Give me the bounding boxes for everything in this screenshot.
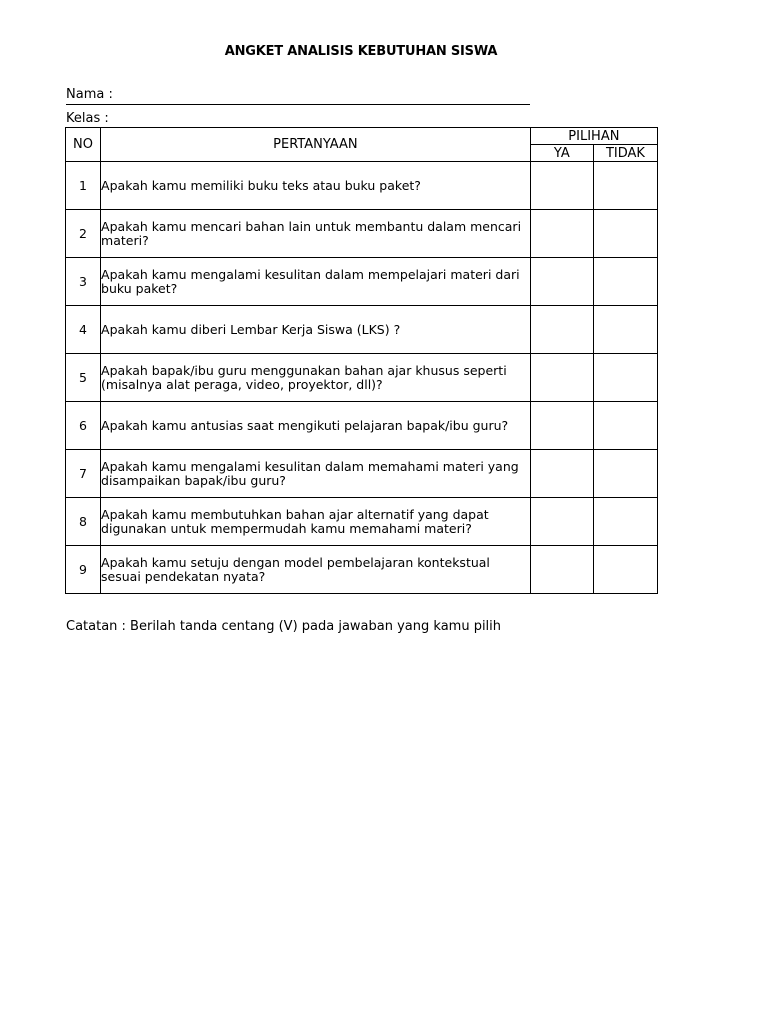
ya-checkbox-cell[interactable] xyxy=(530,450,593,498)
tidak-checkbox-cell[interactable] xyxy=(593,498,657,546)
table-row xyxy=(66,450,658,498)
row-number: 2 xyxy=(66,210,101,258)
table-row xyxy=(66,498,658,546)
ya-checkbox-cell[interactable] xyxy=(530,354,593,402)
table-row xyxy=(66,210,658,258)
header-no: NO xyxy=(66,128,101,162)
row-number: 7 xyxy=(66,450,101,498)
table-row xyxy=(66,546,658,594)
table-row xyxy=(66,354,658,402)
tidak-checkbox-cell[interactable] xyxy=(593,354,657,402)
header-pilihan: PILIHAN xyxy=(530,128,657,145)
ya-checkbox-cell[interactable] xyxy=(530,306,593,354)
row-question: Apakah bapak/ibu guru menggunakan bahan ajar khusus seperti (misalnya alat peraga, video, proyektor, dll)? xyxy=(101,354,531,402)
tidak-checkbox-cell[interactable] xyxy=(593,306,657,354)
questionnaire-table xyxy=(65,127,658,594)
instruction-note: Catatan : Berilah tanda centang (V) pada jawaban yang kamu pilih xyxy=(66,619,502,634)
header-tidak: TIDAK xyxy=(593,145,657,162)
ya-checkbox-cell[interactable] xyxy=(530,546,593,594)
row-number: 3 xyxy=(66,258,101,306)
row-question: Apakah kamu membutuhkan bahan ajar alternatif yang dapat digunakan untuk mempermudah kamu memahami materi? xyxy=(101,498,531,546)
row-number: 1 xyxy=(66,162,101,210)
table-row xyxy=(66,306,658,354)
row-question: Apakah kamu mengalami kesulitan dalam memahami materi yang disampaikan bapak/ibu guru? xyxy=(101,450,531,498)
row-number: 8 xyxy=(66,498,101,546)
tidak-checkbox-cell[interactable] xyxy=(593,402,657,450)
row-question: Apakah kamu memiliki buku teks atau buku paket? xyxy=(101,162,531,210)
row-number: 6 xyxy=(66,402,101,450)
header-ya: YA xyxy=(530,145,593,162)
ya-checkbox-cell[interactable] xyxy=(530,258,593,306)
row-number: 9 xyxy=(66,546,101,594)
header-pertanyaan: PERTANYAAN xyxy=(101,128,531,162)
ya-checkbox-cell[interactable] xyxy=(530,162,593,210)
nama-answer-line[interactable] xyxy=(66,104,530,105)
tidak-checkbox-cell[interactable] xyxy=(593,210,657,258)
tidak-checkbox-cell[interactable] xyxy=(593,450,657,498)
row-question: Apakah kamu mengalami kesulitan dalam mempelajari materi dari buku paket? xyxy=(101,258,531,306)
table-row xyxy=(66,402,658,450)
ya-checkbox-cell[interactable] xyxy=(530,498,593,546)
tidak-checkbox-cell[interactable] xyxy=(593,162,657,210)
kelas-label: Kelas : xyxy=(66,111,109,126)
tidak-checkbox-cell[interactable] xyxy=(593,258,657,306)
table-row xyxy=(66,258,658,306)
document-title: ANGKET ANALISIS KEBUTUHAN SISWA xyxy=(224,44,498,59)
row-question: Apakah kamu antusias saat mengikuti pelajaran bapak/ibu guru? xyxy=(101,402,531,450)
ya-checkbox-cell[interactable] xyxy=(530,402,593,450)
row-question: Apakah kamu setuju dengan model pembelajaran kontekstual sesuai pendekatan nyata? xyxy=(101,546,531,594)
row-number: 5 xyxy=(66,354,101,402)
row-question: Apakah kamu mencari bahan lain untuk membantu dalam mencari materi? xyxy=(101,210,531,258)
row-question: Apakah kamu diberi Lembar Kerja Siswa (LKS) ? xyxy=(101,306,531,354)
tidak-checkbox-cell[interactable] xyxy=(593,546,657,594)
ya-checkbox-cell[interactable] xyxy=(530,210,593,258)
nama-label: Nama : xyxy=(66,87,113,102)
row-number: 4 xyxy=(66,306,101,354)
table-row xyxy=(66,162,658,210)
